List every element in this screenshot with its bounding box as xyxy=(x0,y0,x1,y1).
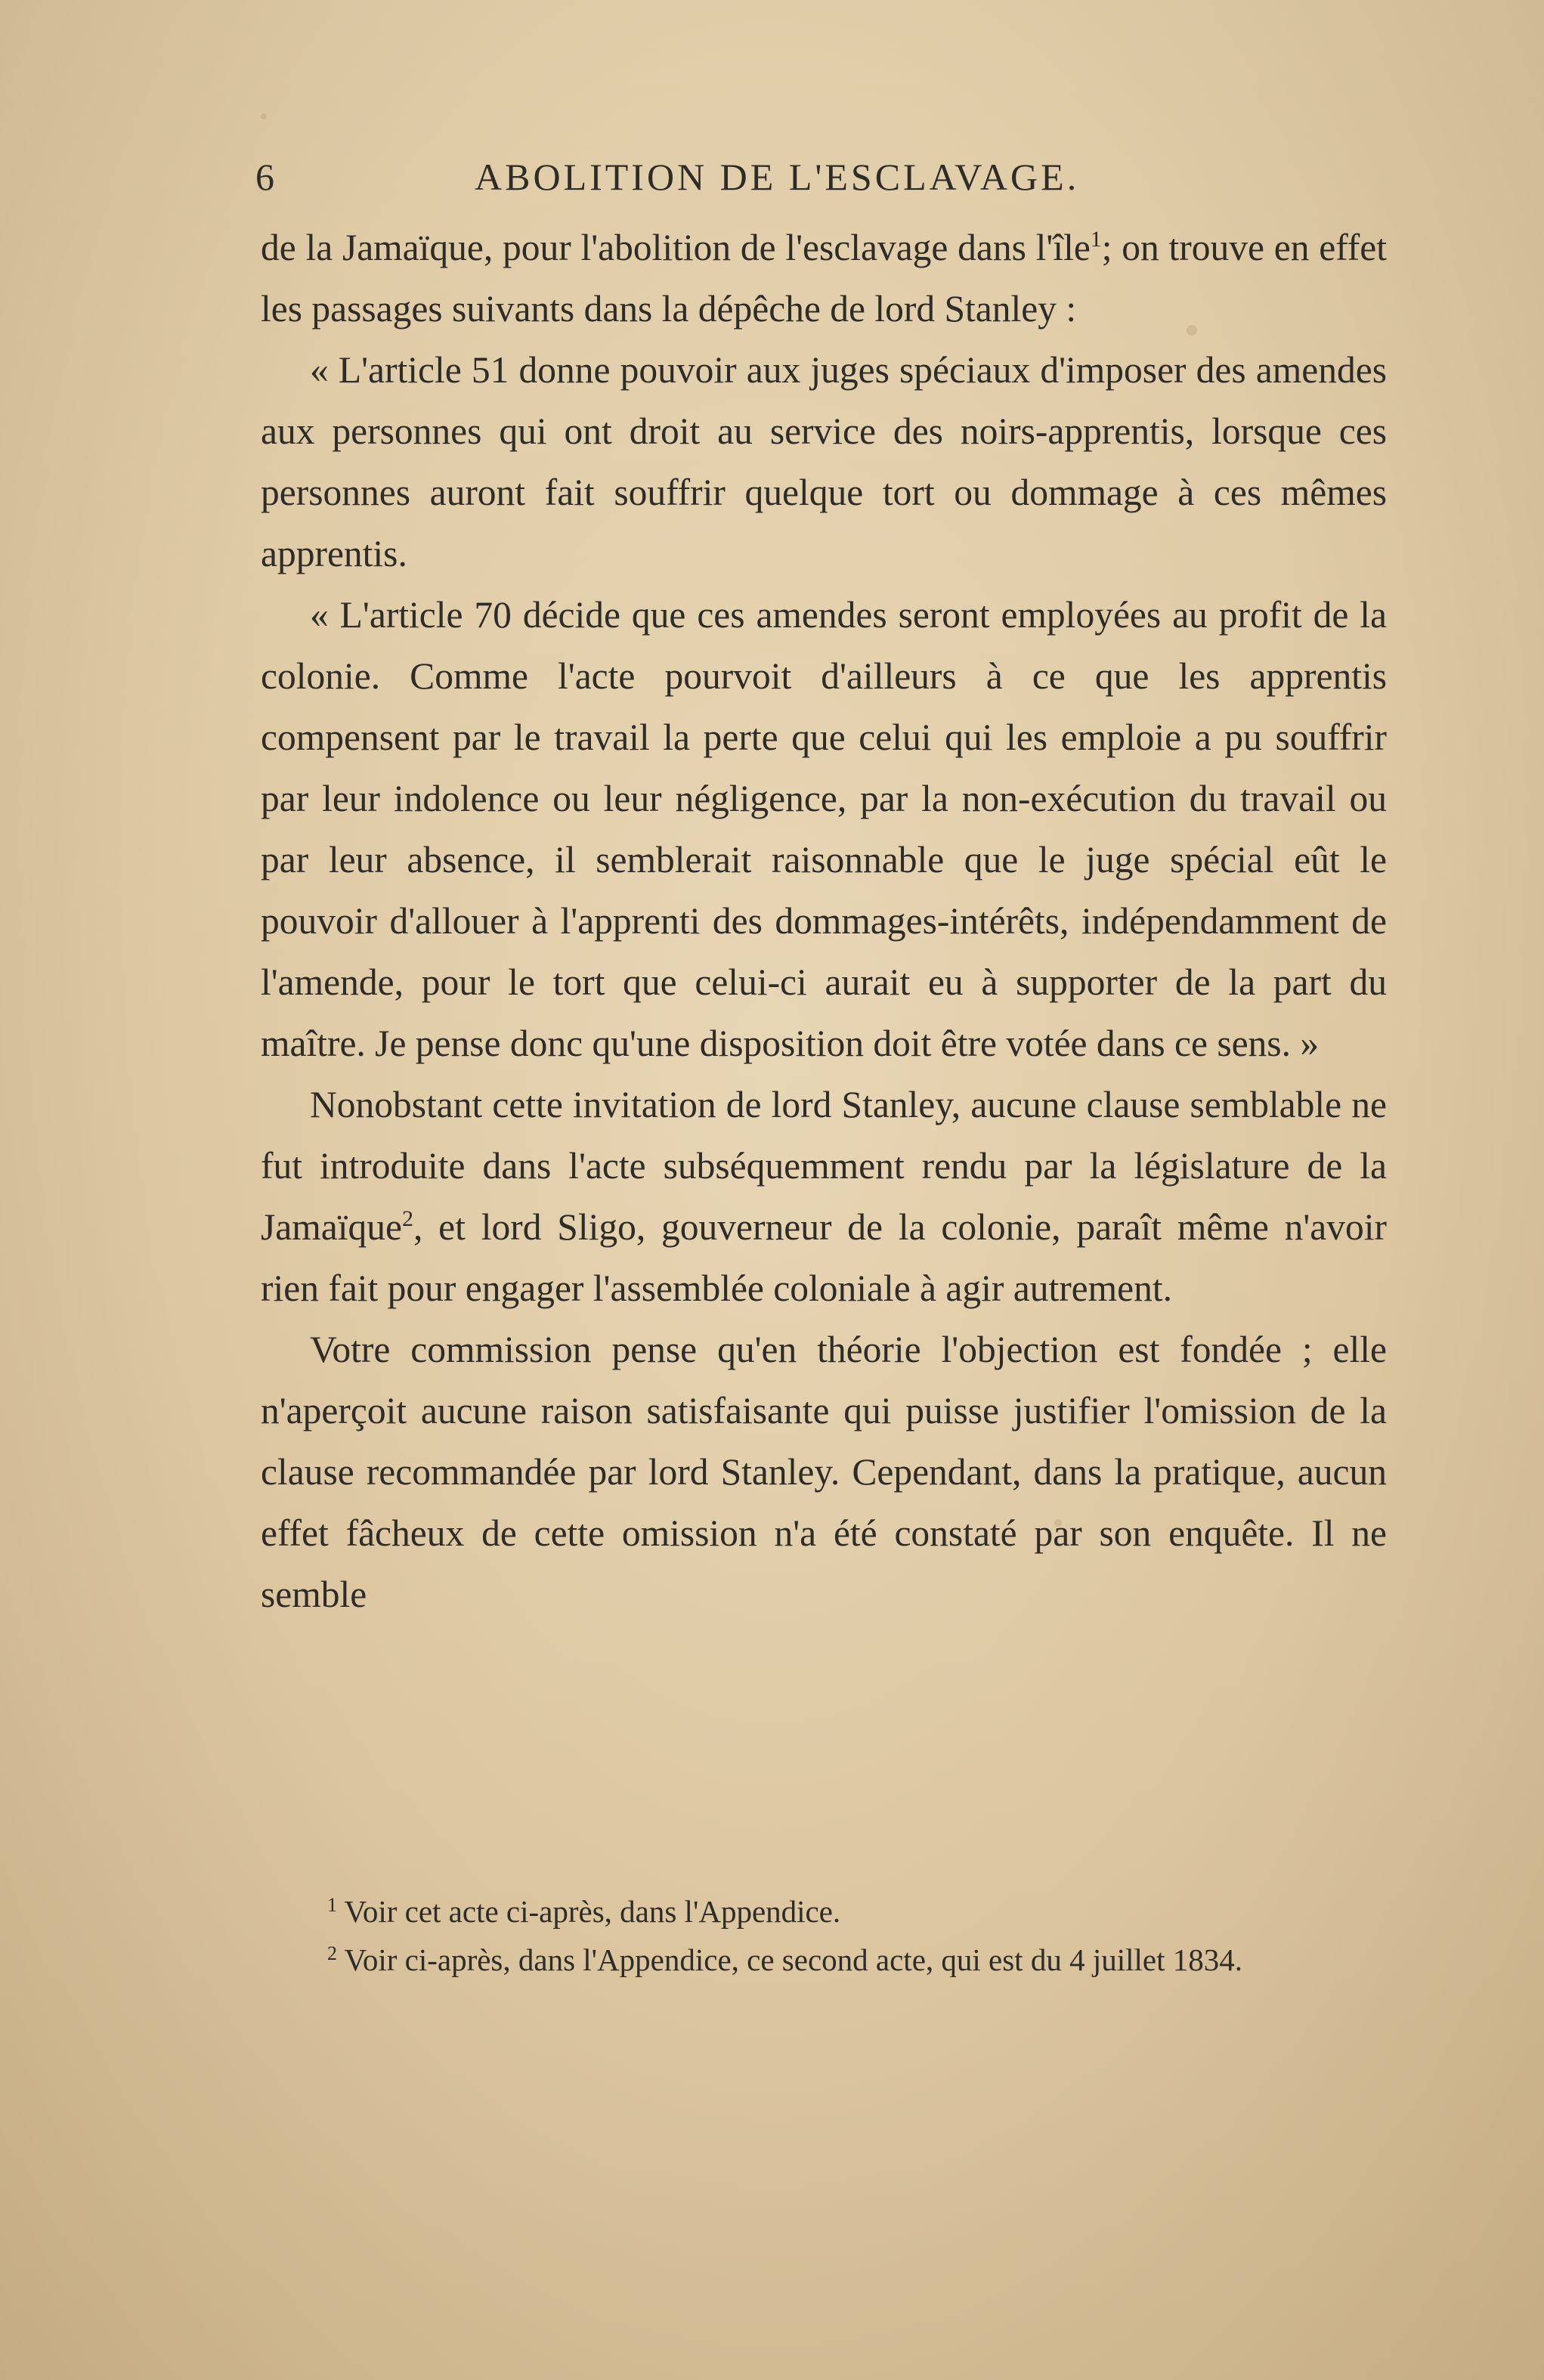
paragraph-text: Nonobstant cette invitation de lord Stanley, aucune clause semblable ne fut introduite dans l'acte subséquemment rendu par la législature de la Jamaïque xyxy=(261,1084,1387,1248)
page-header xyxy=(255,155,1389,208)
paragraph-text: Votre commission pense qu'en théorie l'objection est fondée ; elle n'aperçoit aucune raison satisfaisante qui puisse justifier l'omission de la clause recommandée par lord Stanley. Cependant, dans la pratique, aucun effet fâcheux de cette omission n'a été constaté par son enquête. Il ne semble xyxy=(261,1329,1387,1615)
footnote-ref: 2 xyxy=(401,1206,413,1231)
quote-paragraph xyxy=(261,584,1387,1074)
page-number: 6 xyxy=(255,156,277,198)
footnote-ref: 1 xyxy=(1090,227,1102,252)
paragraph xyxy=(261,1074,1387,1319)
footnotes xyxy=(261,1887,1387,1984)
paragraph-text: « L'article 70 décide que ces amendes seront employées au profit de la colonie. Comme l'acte pourvoit d'ailleurs à ce que les apprentis compensent par le travail la perte que celui qui les emploie a pu souffrir par leur indolence ou leur négligence, par la non-exécution du travail ou par leur absence, il semblerait raisonnable que le juge spécial eût le pouvoir d'allouer à l'apprenti des dommages-intérêts, indépendamment de l'amende, pour le tort que celui-ci aurait eu à supporter de la part du maître. Je pense donc qu'une disposition doit être votée dans ce sens. » xyxy=(261,594,1387,1064)
paragraph xyxy=(261,217,1387,339)
footnote-mark: 2 xyxy=(327,1942,337,1964)
footnote-text: Voir cet acte ci-après, dans l'Appendice. xyxy=(344,1894,841,1929)
footnote xyxy=(261,1936,1387,1984)
running-title: ABOLITION DE L'ESCLAVAGE. xyxy=(475,156,1080,198)
paragraph-text: « L'article 51 donne pouvoir aux juges spéciaux d'imposer des amendes aux personnes qui ont droit au service des noirs-apprentis, lorsque ces personnes auront fait souffrir quelque tort ou dommage à ces mêmes apprentis. xyxy=(261,349,1387,574)
footnote-mark: 1 xyxy=(327,1894,337,1916)
paragraph xyxy=(261,1319,1387,1625)
footnote xyxy=(261,1887,1387,1936)
paragraph-text: , et lord Sligo, gouverneur de la colonie, paraît même n'avoir rien fait pour engager l'assemblée coloniale à agir autrement. xyxy=(261,1206,1387,1309)
paragraph-text: de la Jamaïque, pour l'abolition de l'esclavage dans l'île xyxy=(261,227,1091,268)
main-text xyxy=(261,217,1387,1625)
paper-stain xyxy=(261,113,267,119)
footnote-text: Voir ci-après, dans l'Appendice, ce second acte, qui est du 4 juillet 1834. xyxy=(344,1942,1242,1977)
quote-paragraph xyxy=(261,339,1387,584)
paragraph-text: ; on trouve en effet les passages suivants dans la dépêche de lord Stanley : xyxy=(261,227,1387,330)
